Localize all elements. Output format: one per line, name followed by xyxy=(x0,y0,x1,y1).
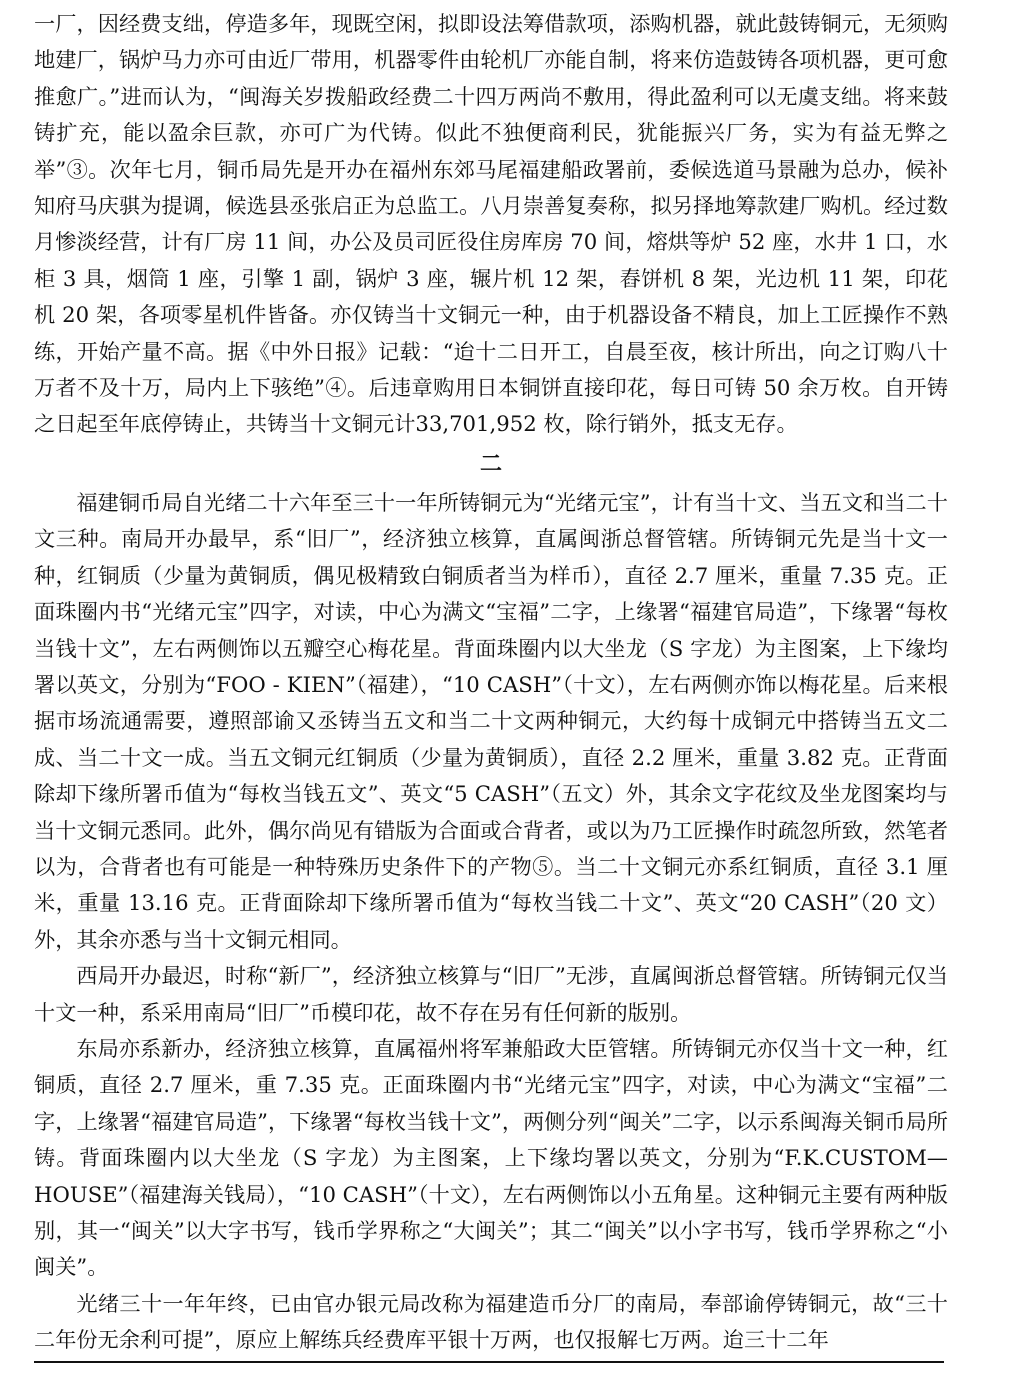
paragraph-5: 光绪三十一年年终，已由官办银元局改称为福建造币分厂的南局，奉部谕停铸铜元，故“三十二年份无余利可提”，原应上解练兵经费库平银十万两，也仅报解七万两。迨三十二年 xyxy=(34,1290,948,1353)
paragraph-2: 福建铜币局自光绪二十六年至三十一年所铸铜元为“光绪元宝”，计有当十文、当五文和当二十文三种。南局开办最早，系“旧厂”，经济独立核算，直属闽浙总督管辖。所铸铜元先是当十文一种，红铜质（少量为黄铜质，偶见极精致白铜质者当为样币），直径 2.7 厘米，重量 7.35 克。正面珠圈内书“光绪元宝”四字，对读，中心为满文“宝福”二字，上缘署“福建官局造”，下缘署“每枚当钱十文”，左右两侧饰以五瓣空心梅花星。背面珠圈内以大坐龙（S 字龙）为主图案，上下缘均署以英文，分别为“FOO - KIEN”（福建），“10 CASH”（十文），左右两侧亦饰以梅花星。后来根据市场流通需要，遵照部谕又丞铸当五文和当二十文两种铜元，大约每十成铜元中搭铸当五文二成、当二十文一成。当五文铜元红铜质（少量为黄铜质），直径 2.2 厘米，重量 3.82 克。正背面除却下缘所署币值为“每枚当钱五文”、英文“5 CASH”（五文）外，其余文字花纹及坐龙图案均与当十文铜元悉同。此外，偶尔尚见有错版为合面或合背者，或以为乃工匠操作时疏忽所致，然笔者以为，合背者也有可能是一种特殊历史条件下的产物⑤。当二十文铜元亦系红铜质，直径 3.1 厘米，重量 13.16 克。正背面除却下缘所署币值为“每枚当钱二十文”、英文“20 CASH”（20 文）外，其余亦悉与当十文铜元相同。 xyxy=(34,489,948,952)
paragraph-4: 东局亦系新办，经济独立核算，直属福州将军兼船政大臣管辖。所铸铜元亦仅当十文一种，红铜质，直径 2.7 厘米，重 7.35 克。正面珠圈内书“光绪元宝”四字，对读，中心为满文“宝福”二字，上缘署“福建官局造”，下缘署“每枚当钱十文”，两侧分列“闽关”二字，以示系闽海关铜币局所铸。背面珠圈内以大坐龙（S 字龙）为主图案，上下缘均署以英文，分别为“F.K.CUSTOM—HOUSE”（福建海关钱局），“10 CASH”（十文），左右两侧饰以小五角星。这种铜元主要有两种版别，其一“闽关”以大字书写，钱币学界称之“大闽关”；其二“闽关”以小字书写，钱币学界称之“小闽关”。 xyxy=(34,1035,948,1280)
footer-rule xyxy=(34,1361,944,1363)
paragraph-3: 西局开办最迟，时称“新厂”，经济独立核算与“旧厂”无涉，直属闽浙总督管辖。所铸铜元仅当十文一种，系采用南局“旧厂”币模印花，故不存在另有任何新的版别。 xyxy=(34,963,948,1025)
paragraph-1: 一厂，因经费支绌，停造多年，现既空闲，拟即设法筹借款项，添购机器，就此鼓铸铜元，无须购地建厂，锅炉马力亦可由近厂带用，机器零件由轮机厂亦能自制，将来仿造鼓铸各项机器，更可愈推愈广。”进而认为，“闽海关岁拨船政经费二十四万两尚不敷用，得此盈利可以无虞支绌。将来鼓铸扩充，能以盈余巨款，亦可广为代铸。似此不独便商利民，犹能振兴厂务，实为有益无弊之举”③。次年七月，铜币局先是开办在福州东郊马尾福建船政署前，委候选道马景融为总办，候补知府马庆骐为提调，候选县丞张启正为总监工。八月崇善复奏称，拟另择地筹款建厂购机。经过数月惨淡经营，计有厂房 11 间，办公及员司匠役住房库房 70 间，熔烘等炉 52 座，水井 1 口，水柜 3 具，烟筒 1 座，引擎 1 副，锅炉 3 座，辗片机 12 架，舂饼机 8 架，光边机 11 架，印花机 20 架，各项零星机件皆备。亦仅铸当十文铜元一种，由于机器设备不精良，加上工匠操作不熟练，开始产量不高。据《中外日报》记载：“迨十二日开工，自晨至夜，核计所出，向之订购八十万者不及十万，局内上下骇绝”④。后违章购用日本铜饼直接印花，每日可铸 50 余万枚。自开铸之日起至年底停铸止，共铸当十文铜元计33,701,952 枚，除行销外，抵支无存。 xyxy=(34,11,948,437)
document-page xyxy=(34,6,948,1359)
section-number: 二 xyxy=(479,451,502,477)
